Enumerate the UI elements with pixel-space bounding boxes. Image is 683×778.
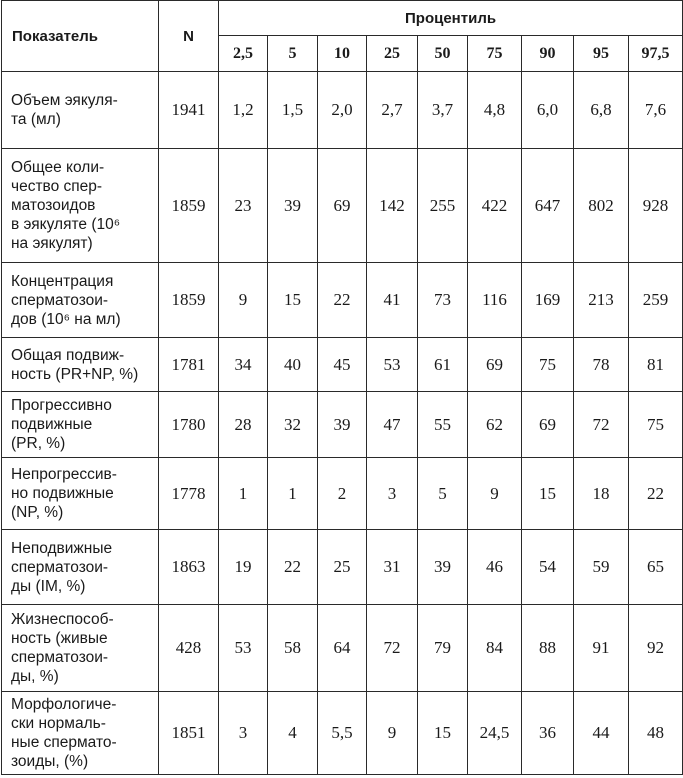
percentile-value-cell: 46 [468,530,522,605]
percentile-value-cell: 88 [522,605,574,692]
indicator-label-line: ды (IM, %) [11,577,86,595]
indicator-label-line: Объем эякуля- [11,92,118,109]
percentile-value-cell: 4,8 [468,72,522,149]
table-row [2,149,683,263]
percentile-value-cell: 9 [219,263,268,338]
percentile-value-cell: 3 [367,458,418,530]
percentile-value-cell: 255 [418,149,468,263]
percentile-value-cell: 62 [468,392,522,458]
percentile-value-cell: 18 [574,458,629,530]
percentile-value-cell: 53 [367,338,418,392]
percentile-value-cell: 15 [522,458,574,530]
percentile-value-cell: 24,5 [468,692,522,775]
percentile-value-cell: 169 [522,263,574,338]
percentile-value-cell: 91 [574,605,629,692]
n-cell: 1781 [159,338,219,392]
header-percentile-3: 25 [367,36,418,72]
percentile-value-cell: 7,6 [629,72,683,149]
percentile-value-cell: 422 [468,149,522,263]
percentile-value-cell: 142 [367,149,418,263]
percentile-value-cell: 79 [418,605,468,692]
percentile-value-cell: 55 [418,392,468,458]
table-row [2,338,683,392]
table-row [2,692,683,775]
percentile-value-cell: 75 [629,392,683,458]
percentile-value-cell: 45 [318,338,367,392]
percentile-value-cell: 116 [468,263,522,338]
percentile-value-cell: 22 [629,458,683,530]
percentile-value-cell: 59 [574,530,629,605]
percentile-value-cell: 31 [367,530,418,605]
percentile-value-cell: 2,7 [367,72,418,149]
percentile-value-cell: 6,8 [574,72,629,149]
percentile-value-cell: 54 [522,530,574,605]
percentile-value-cell: 1 [219,458,268,530]
percentile-value-cell: 58 [268,605,318,692]
indicator-label-line: (NP, %) [11,504,64,521]
indicator-cell [2,72,159,149]
indicator-label-line: матозоидов [11,197,96,214]
percentile-value-cell: 4 [268,692,318,775]
n-cell: 1859 [159,149,219,263]
indicator-label-line: зоиды, (%) [11,753,89,770]
percentile-value-cell: 213 [574,263,629,338]
header-percentile-7: 95 [574,36,629,72]
percentile-value-cell: 39 [418,530,468,605]
percentile-value-cell: 34 [219,338,268,392]
percentile-value-cell: 19 [219,530,268,605]
header-row-top [2,1,683,36]
percentile-value-cell: 1 [268,458,318,530]
n-cell: 1851 [159,692,219,775]
percentile-value-cell: 15 [418,692,468,775]
percentile-value-cell: 72 [367,605,418,692]
indicator-label-line: Общая подвиж- [11,346,125,364]
indicator-label-line: Неподвижные [11,539,113,557]
table-row [2,392,683,458]
indicator-label-line: на эякулят) [11,235,93,252]
header-percentile-0: 2,5 [219,36,268,72]
header-n: N [159,1,219,72]
indicator-cell [2,263,159,338]
indicator-label-line: Морфологиче- [11,696,117,713]
percentile-value-cell: 69 [468,338,522,392]
table-body [2,1,683,775]
table-row [2,605,683,692]
percentile-value-cell: 2 [318,458,367,530]
indicator-label-line: дов (10⁶ на мл) [11,310,121,328]
percentile-value-cell: 84 [468,605,522,692]
percentile-value-cell: 22 [268,530,318,605]
percentile-value-cell: 259 [629,263,683,338]
indicator-label-line: чество спер- [11,178,103,195]
n-cell: 1780 [159,392,219,458]
percentile-value-cell: 25 [318,530,367,605]
header-percentile-4: 50 [418,36,468,72]
percentile-value-cell: 9 [468,458,522,530]
percentile-value-cell: 28 [219,392,268,458]
percentile-value-cell: 928 [629,149,683,263]
indicator-label-line: (PR, %) [11,435,66,452]
percentile-value-cell: 3,7 [418,72,468,149]
percentile-value-cell: 81 [629,338,683,392]
percentile-value-cell: 36 [522,692,574,775]
indicator-label-line: Жизнеспособ- [11,611,114,628]
indicator-label-line: Общее коли- [11,159,105,176]
table-row [2,263,683,338]
indicator-cell [2,692,159,775]
table-row [2,530,683,605]
n-cell: 1778 [159,458,219,530]
percentile-value-cell: 78 [574,338,629,392]
percentile-value-cell: 92 [629,605,683,692]
indicator-label-line: ность (PR+NP, %) [11,365,139,383]
percentile-value-cell: 39 [268,149,318,263]
percentile-value-cell: 23 [219,149,268,263]
n-cell: 1859 [159,263,219,338]
percentile-value-cell: 1,2 [219,72,268,149]
indicator-label-line: сперматозои- [11,291,109,309]
indicator-cell [2,530,159,605]
percentile-value-cell: 32 [268,392,318,458]
percentile-value-cell: 3 [219,692,268,775]
indicator-label-line: ски нормаль- [11,715,106,732]
indicator-cell [2,338,159,392]
percentile-value-cell: 75 [522,338,574,392]
percentile-value-cell: 15 [268,263,318,338]
indicator-cell [2,149,159,263]
percentile-value-cell: 5 [418,458,468,530]
header-indicator: Показатель [2,1,159,72]
percentile-value-cell: 40 [268,338,318,392]
indicator-cell [2,392,159,458]
percentile-value-cell: 647 [522,149,574,263]
n-cell: 1941 [159,72,219,149]
indicator-label-line: сперматозои- [11,649,109,666]
percentile-value-cell: 69 [522,392,574,458]
header-percentile: Процентиль [219,1,683,36]
percentile-value-cell: 64 [318,605,367,692]
indicator-label-line: подвижные [11,416,93,433]
percentile-value-cell: 2,0 [318,72,367,149]
percentile-value-cell: 53 [219,605,268,692]
indicator-label-line: та (мл) [11,111,61,128]
percentile-value-cell: 73 [418,263,468,338]
percentile-value-cell: 9 [367,692,418,775]
percentile-value-cell: 22 [318,263,367,338]
percentile-value-cell: 1,5 [268,72,318,149]
indicator-label-line: сперматозои- [11,558,109,576]
percentile-value-cell: 6,0 [522,72,574,149]
percentile-value-cell: 39 [318,392,367,458]
indicator-label-line: Прогрессивно [11,397,112,414]
n-cell: 428 [159,605,219,692]
percentile-value-cell: 72 [574,392,629,458]
indicator-cell [2,458,159,530]
indicator-label-line: Непрогрессив- [11,466,117,483]
indicator-label-line: в эякуляте (10⁶ [11,216,121,233]
table-row [2,72,683,149]
header-percentile-6: 90 [522,36,574,72]
indicator-label-line: ность (живые [11,630,108,647]
percentile-value-cell: 65 [629,530,683,605]
n-cell: 1863 [159,530,219,605]
header-percentile-5: 75 [468,36,522,72]
indicator-label-line: но подвижные [11,485,114,502]
percentile-value-cell: 5,5 [318,692,367,775]
percentile-value-cell: 61 [418,338,468,392]
header-percentile-1: 5 [268,36,318,72]
percentile-value-cell: 48 [629,692,683,775]
indicator-label-line: ные спермато- [11,734,117,751]
indicator-cell [2,605,159,692]
percentile-value-cell: 41 [367,263,418,338]
indicator-label-line: ды, %) [11,668,59,685]
indicator-label-line: Концентрация [11,272,114,290]
percentile-value-cell: 802 [574,149,629,263]
reference-values-table [1,0,683,775]
percentile-value-cell: 47 [367,392,418,458]
header-percentile-2: 10 [318,36,367,72]
percentile-value-cell: 69 [318,149,367,263]
header-percentile-8: 97,5 [629,36,683,72]
percentile-value-cell: 44 [574,692,629,775]
table-row [2,458,683,530]
